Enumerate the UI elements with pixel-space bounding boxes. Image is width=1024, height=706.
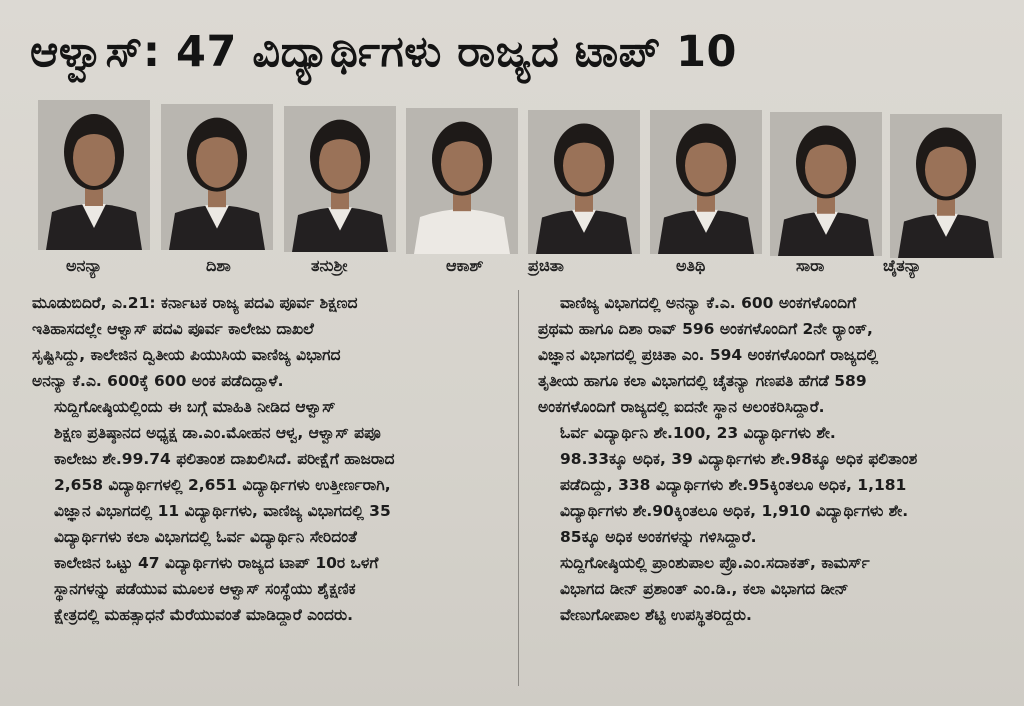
headline: ಆಳ್ವಾಸ್: 47 ವಿದ್ಯಾರ್ಥಿಗಳು ರಾಜ್ಯದ ಟಾಪ್ 10 — [30, 27, 737, 77]
article-line: ವಾಣಿಜ್ಯ ವಿಭಾಗದಲ್ಲಿ ಅನನ್ಯಾ ಕೆ.ಎ. 600 ಅಂಕಗಳೊಂದಿಗೆ — [560, 294, 857, 312]
article-line: ಅನನ್ಯಾ ಕೆ.ಎ. 600ಕ್ಕೆ 600 ಅಂಕ ಪಡೆದಿದ್ದಾಳೆ. — [32, 372, 284, 390]
article-column-right — [538, 290, 1004, 628]
article-line: 2,658 ವಿದ್ಯಾರ್ಥಿಗಳಲ್ಲಿ 2,651 ವಿದ್ಯಾರ್ಥಿಗಳು ಉತ್ತೀರ್ಣರಾಗಿ, — [54, 476, 391, 494]
article-paragraph — [538, 550, 1004, 628]
student-photo — [770, 112, 882, 256]
student-portrait-icon — [284, 106, 396, 252]
article-line: ಪಡೆದಿದ್ದು, 338 ವಿದ್ಯಾರ್ಥಿಗಳು ಶೇ.95ಕ್ಕಿಂತಲೂ ಅಧಿಕ, 1,181 — [560, 476, 907, 494]
article-line: ವಿಜ್ಞಾನ ವಿಭಾಗದಲ್ಲಿ 11 ವಿದ್ಯಾರ್ಥಿಗಳು, ವಾಣಿಜ್ಯ ವಿಭಾಗದಲ್ಲಿ 35 — [54, 502, 391, 520]
article-line: ಮೂಡುಬಿದಿರೆ, ಎ.21: ಕರ್ನಾಟಕ ರಾಜ್ಯ ಪದವಿ ಪೂರ್ವ ಶಿಕ್ಷಣದ — [32, 294, 358, 312]
student-portrait-icon — [406, 108, 518, 254]
article-line: ಕಾಲೇಜಿನ ಒಟ್ಟು 47 ವಿದ್ಯಾರ್ಥಿಗಳು ರಾಜ್ಯದ ಟಾಪ್ 10ರ ಒಳಗೆ — [54, 554, 379, 572]
article-line: ಕ್ಷೇತ್ರದಲ್ಲಿ ಮಹತ್ಸಾಧನೆ ಮೆರೆಯುವಂತೆ ಮಾಡಿದ್ದಾರೆ ಎಂದರು. — [54, 606, 353, 624]
student-name: ಆಕಾಶ್ — [446, 256, 484, 275]
article-line: ಪ್ರಥಮ ಹಾಗೂ ದಿಶಾ ರಾವ್ 596 ಅಂಕಗಳೊಂದಿಗೆ 2ನೇ ರ್‍ಯಾಂಕ್, — [538, 320, 873, 338]
student-photo — [161, 104, 273, 250]
student-name: ತನುಶ್ರೀ — [311, 256, 348, 275]
student-portrait-icon — [528, 110, 640, 254]
article-line: ವೇಣುಗೋಪಾಲ ಶೆಟ್ಟಿ ಉಪಸ್ಥಿತರಿದ್ದರು. — [560, 606, 752, 624]
student-photo — [38, 100, 150, 250]
article-line: ಓರ್ವ ವಿದ್ಯಾರ್ಥಿನಿ ಶೇ.100, 23 ವಿದ್ಯಾರ್ಥಿಗಳು ಶೇ. — [560, 424, 836, 442]
student-photo-row — [38, 98, 1010, 266]
column-divider — [518, 290, 519, 686]
article-line: ಅಂಕಗಳೊಂದಿಗೆ ರಾಜ್ಯದಲ್ಲಿ ಐದನೇ ಸ್ಥಾನ ಅಲಂಕರಿಸಿದ್ದಾರೆ. — [538, 398, 825, 416]
article-column-left — [32, 290, 510, 628]
article-line: ತೃತೀಯ ಹಾಗೂ ಕಲಾ ವಿಭಾಗದಲ್ಲಿ ಚೈತನ್ಯಾ ಗಣಪತಿ ಹೆಗಡೆ 589 — [538, 372, 867, 390]
article-paragraph — [538, 290, 1004, 420]
article-paragraph — [538, 420, 1004, 550]
student-name: ಅತಿಥಿ — [676, 256, 706, 275]
student-photo — [528, 110, 640, 254]
article-line: ಸ್ಥಾನಗಳನ್ನು ಪಡೆಯುವ ಮೂಲಕ ಆಳ್ವಾಸ್ ಸಂಸ್ಥೆಯು ಶೈಕ್ಷಣಿಕ — [54, 580, 356, 598]
student-photo — [406, 108, 518, 254]
student-portrait-icon — [161, 104, 273, 250]
student-name-row — [38, 252, 1010, 280]
article-line: ಕಾಲೇಜು ಶೇ.99.74 ಫಲಿತಾಂಶ ದಾಖಲಿಸಿದೆ. ಪರೀಕ್ಷೆಗೆ ಹಾಜರಾದ — [54, 450, 395, 468]
article-line: ಶಿಕ್ಷಣ ಪ್ರತಿಷ್ಠಾನದ ಅಧ್ಯಕ್ಷ ಡಾ.ಎಂ.ಮೋಹನ ಆಳ್ವ, ಆಳ್ವಾಸ್ ಪಪೂ — [54, 424, 381, 442]
student-name: ದಿಶಾ — [206, 256, 231, 275]
student-portrait-icon — [890, 114, 1002, 258]
article-line: 98.33ಕ್ಕೂ ಅಧಿಕ, 39 ವಿದ್ಯಾರ್ಥಿಗಳು ಶೇ.98ಕ್ಕೂ ಅಧಿಕ ಫಲಿತಾಂಶ — [560, 450, 918, 468]
student-portrait-icon — [650, 110, 762, 254]
student-photo — [890, 114, 1002, 258]
student-portrait-icon — [770, 112, 882, 256]
student-portrait-icon — [38, 100, 150, 250]
article-line: ಸುದ್ದಿಗೋಷ್ಠಿಯಲ್ಲಿ ಪ್ರಾಂಶುಪಾಲ ಪ್ರೊ.ಎಂ.ಸದಾಕತ್, ಕಾಮರ್ಸ್ — [560, 554, 870, 572]
article-paragraph — [32, 290, 510, 394]
article-line: ಸುದ್ದಿಗೋಷ್ಠಿಯಲ್ಲಿಂದು ಈ ಬಗ್ಗೆ ಮಾಹಿತಿ ನೀಡಿದ ಆಳ್ವಾಸ್ — [54, 398, 336, 416]
student-photo — [650, 110, 762, 254]
article-line: ವಿದ್ಯಾರ್ಥಿಗಳು ಕಲಾ ವಿಭಾಗದಲ್ಲಿ ಓರ್ವ ವಿದ್ಯಾರ್ಥಿನಿ ಸೇರಿದಂತೆ — [54, 528, 357, 546]
article-line: 85ಕ್ಕೂ ಅಧಿಕ ಅಂಕಗಳನ್ನು ಗಳಿಸಿದ್ದಾರೆ. — [560, 528, 757, 546]
article-line: ಸೃಷ್ಟಿಸಿದ್ದು, ಕಾಲೇಜಿನ ದ್ವಿತೀಯ ಪಿಯುಸಿಯ ವಾಣಿಜ್ಯ ವಿಭಾಗದ — [32, 346, 341, 364]
student-name: ಚೈತನ್ಯಾ — [883, 256, 922, 275]
student-name: ಅನನ್ಯಾ — [66, 256, 103, 275]
article-line: ವಿಭಾಗದ ಡೀನ್ ಪ್ರಶಾಂತ್ ಎಂ.ಡಿ., ಕಲಾ ವಿಭಾಗದ ಡೀನ್ — [560, 580, 849, 598]
article-line: ಇತಿಹಾಸದಲ್ಲೇ ಆಳ್ವಾಸ್ ಪದವಿ ಪೂರ್ವ ಕಾಲೇಜು ದಾಖಲೆ — [32, 320, 314, 338]
article-paragraph — [32, 394, 510, 628]
student-name: ಪ್ರಚಿತಾ — [528, 256, 564, 275]
student-photo — [284, 106, 396, 252]
article-line: ವಿದ್ಯಾರ್ಥಿಗಳು ಶೇ.90ಕ್ಕಿಂತಲೂ ಅಧಿಕ, 1,910 ವಿದ್ಯಾರ್ಥಿಗಳು ಶೇ. — [560, 502, 909, 520]
student-name: ಸಾರಾ — [796, 256, 825, 275]
article-line: ವಿಜ್ಞಾನ ವಿಭಾಗದಲ್ಲಿ ಪ್ರಚಿತಾ ಎಂ. 594 ಅಂಕಗಳೊಂದಿಗೆ ರಾಜ್ಯದಲ್ಲಿ — [538, 346, 879, 364]
